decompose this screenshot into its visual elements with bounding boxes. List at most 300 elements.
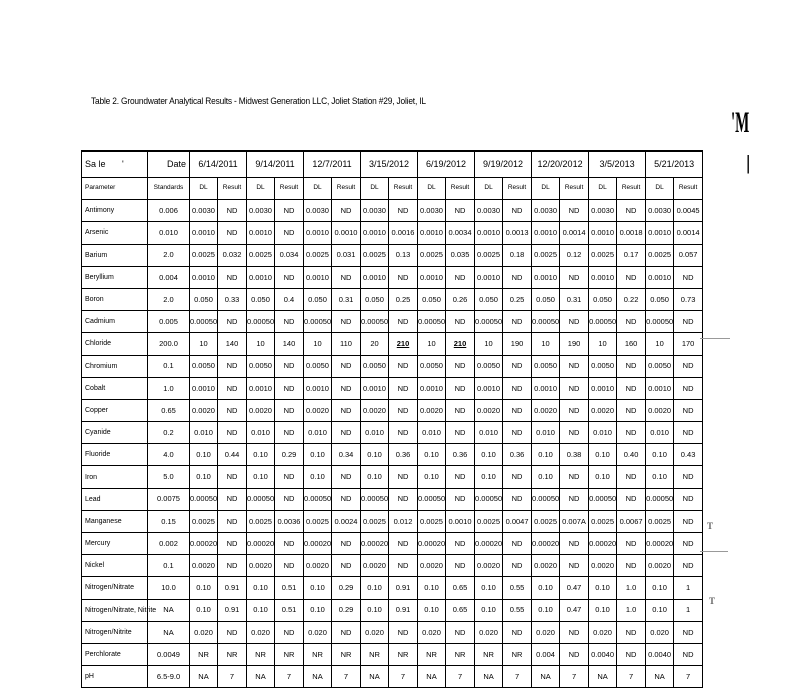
dl-cell: 0.10	[247, 466, 275, 488]
result-cell: ND	[560, 555, 589, 577]
dl-cell: 0.050	[361, 288, 389, 310]
date-header-6: 9/19/2012	[475, 151, 532, 178]
result-cell: ND	[218, 355, 247, 377]
dl-cell: 0.010	[646, 422, 674, 444]
dl-subheader: DL	[532, 178, 560, 200]
parameter-cell: Arsenic	[82, 222, 148, 244]
dl-cell: 0.10	[190, 577, 218, 599]
result-cell: 7	[503, 666, 532, 688]
dl-cell: 0.0010	[247, 222, 275, 244]
result-cell: 0.0010	[446, 510, 475, 532]
dl-cell: 0.00050	[361, 311, 389, 333]
result-cell: ND	[332, 488, 361, 510]
dl-cell: 0.00020	[304, 533, 332, 555]
result-cell: ND	[389, 355, 418, 377]
dl-cell: 0.0010	[646, 222, 674, 244]
result-cell: ND	[674, 355, 703, 377]
result-cell: ND	[617, 200, 646, 222]
standard-cell: 0.004	[148, 266, 190, 288]
result-cell: ND	[674, 533, 703, 555]
result-cell: 0.0014	[674, 222, 703, 244]
parameter-cell: Cadmium	[82, 311, 148, 333]
result-cell: ND	[617, 266, 646, 288]
dl-cell: 10	[532, 333, 560, 355]
result-cell: ND	[503, 533, 532, 555]
dl-cell: 0.00020	[475, 533, 503, 555]
dl-subheader: DL	[418, 178, 446, 200]
table-row	[82, 311, 703, 333]
result-cell: ND	[617, 533, 646, 555]
dl-cell: 0.0020	[589, 555, 617, 577]
parameter-cell: Fluoride	[82, 444, 148, 466]
result-cell: ND	[275, 377, 304, 399]
result-subheader: Result	[275, 178, 304, 200]
dl-cell: 0.0050	[646, 355, 674, 377]
dl-cell: 0.0030	[475, 200, 503, 222]
dl-cell: 0.10	[646, 444, 674, 466]
dl-cell: 0.010	[247, 422, 275, 444]
parameter-cell: Mercury	[82, 533, 148, 555]
parameter-cell: Nitrogen/Nitrite	[82, 621, 148, 643]
result-cell: ND	[560, 422, 589, 444]
result-cell: ND	[275, 422, 304, 444]
dl-cell: 0.10	[361, 466, 389, 488]
dl-cell: 0.0010	[475, 222, 503, 244]
parameter-cell: Antimony	[82, 200, 148, 222]
result-cell: 0.31	[560, 288, 589, 310]
result-cell: ND	[674, 555, 703, 577]
dl-cell: 0.0030	[646, 200, 674, 222]
dl-cell: 0.010	[304, 422, 332, 444]
dl-cell: 0.0020	[532, 555, 560, 577]
result-cell: 0.4	[275, 288, 304, 310]
margin-tick-line-2	[700, 551, 728, 552]
dl-cell: 0.00050	[646, 488, 674, 510]
result-cell: ND	[218, 422, 247, 444]
dl-cell: 10	[475, 333, 503, 355]
dl-cell: 0.0025	[418, 244, 446, 266]
result-cell: ND	[218, 533, 247, 555]
result-cell: 7	[218, 666, 247, 688]
dl-cell: 0.020	[532, 621, 560, 643]
dl-cell: 0.0010	[646, 377, 674, 399]
dl-cell: 0.0025	[247, 244, 275, 266]
result-cell: 210	[446, 333, 475, 355]
result-subheader: Result	[389, 178, 418, 200]
result-cell: NR	[446, 643, 475, 665]
dl-cell: 0.0025	[247, 510, 275, 532]
result-cell: 0.44	[218, 444, 247, 466]
result-cell: 0.31	[332, 288, 361, 310]
dl-cell: 0.10	[589, 466, 617, 488]
standard-cell: 0.15	[148, 510, 190, 532]
result-cell: ND	[446, 311, 475, 333]
result-cell: NR	[503, 643, 532, 665]
dl-cell: 0.00050	[247, 311, 275, 333]
standard-cell: 10.0	[148, 577, 190, 599]
result-cell: ND	[674, 399, 703, 421]
dl-cell: 10	[646, 333, 674, 355]
result-cell: ND	[617, 488, 646, 510]
result-cell: 0.034	[275, 244, 304, 266]
result-cell: ND	[446, 555, 475, 577]
result-cell: ND	[389, 311, 418, 333]
result-cell: ND	[446, 266, 475, 288]
parameter-cell: Nitrogen/Nitrate, Nitrite	[82, 599, 148, 621]
dl-cell: 0.0020	[304, 399, 332, 421]
dl-cell: 0.0010	[190, 377, 218, 399]
table-row	[82, 244, 703, 266]
dl-cell: 0.10	[589, 577, 617, 599]
parameter-header: Parameter	[82, 178, 148, 200]
result-cell: 7	[674, 666, 703, 688]
result-cell: 1.0	[617, 599, 646, 621]
result-cell: ND	[275, 466, 304, 488]
result-cell: ND	[218, 266, 247, 288]
result-cell: ND	[446, 466, 475, 488]
groundwater-results-table	[81, 150, 703, 688]
dl-cell: 10	[190, 333, 218, 355]
date-header-7: 12/20/2012	[532, 151, 589, 178]
result-cell: ND	[503, 621, 532, 643]
result-cell: ND	[332, 422, 361, 444]
dl-cell: 0.020	[247, 621, 275, 643]
result-cell: ND	[218, 200, 247, 222]
date-label-cell: Date	[148, 151, 190, 178]
dl-cell: 0.010	[532, 422, 560, 444]
dl-cell: 0.020	[304, 621, 332, 643]
result-cell: 190	[503, 333, 532, 355]
date-header-2: 9/14/2011	[247, 151, 304, 178]
result-cell: NR	[275, 643, 304, 665]
standard-cell: 200.0	[148, 333, 190, 355]
result-cell: 0.36	[389, 444, 418, 466]
dl-cell: 0.020	[190, 621, 218, 643]
dl-cell: 0.10	[646, 577, 674, 599]
result-subheader: Result	[332, 178, 361, 200]
standard-cell: 5.0	[148, 466, 190, 488]
dl-cell: 0.10	[361, 599, 389, 621]
result-cell: 110	[332, 333, 361, 355]
result-cell: ND	[617, 355, 646, 377]
dl-cell: 0.00050	[532, 311, 560, 333]
result-cell: ND	[446, 355, 475, 377]
standard-cell: 0.010	[148, 222, 190, 244]
result-cell: 0.13	[389, 244, 418, 266]
table-row	[82, 488, 703, 510]
result-cell: 0.22	[617, 288, 646, 310]
result-cell: ND	[503, 399, 532, 421]
standard-cell: 4.0	[148, 444, 190, 466]
result-cell: 7	[560, 666, 589, 688]
result-cell: 0.29	[332, 577, 361, 599]
parameter-cell: Chloride	[82, 333, 148, 355]
standard-cell: 0.002	[148, 533, 190, 555]
dl-cell: 0.0030	[532, 200, 560, 222]
table-row	[82, 510, 703, 532]
dl-cell: 10	[304, 333, 332, 355]
date-header-9: 5/21/2013	[646, 151, 703, 178]
result-cell: ND	[674, 621, 703, 643]
result-cell: ND	[275, 555, 304, 577]
dl-cell: 0.0025	[646, 510, 674, 532]
dl-cell: 0.10	[418, 444, 446, 466]
result-cell: 0.91	[218, 577, 247, 599]
dl-cell: 0.010	[361, 422, 389, 444]
dl-cell: 0.00050	[304, 311, 332, 333]
result-cell: 0.007A	[560, 510, 589, 532]
result-cell: 0.0014	[560, 222, 589, 244]
dl-cell: 0.10	[532, 599, 560, 621]
dl-cell: 0.00050	[532, 488, 560, 510]
result-subheader: Result	[218, 178, 247, 200]
result-cell: 0.0010	[332, 222, 361, 244]
parameter-cell: pH	[82, 666, 148, 688]
result-cell: ND	[674, 311, 703, 333]
table-row	[82, 355, 703, 377]
result-cell: ND	[446, 200, 475, 222]
result-cell: 0.47	[560, 599, 589, 621]
result-cell: 0.031	[332, 244, 361, 266]
dl-cell: 0.0020	[247, 555, 275, 577]
result-cell: ND	[389, 533, 418, 555]
dl-cell: 0.0020	[418, 399, 446, 421]
result-cell: ND	[275, 621, 304, 643]
date-header-5: 6/19/2012	[418, 151, 475, 178]
dl-cell: 0.050	[646, 288, 674, 310]
result-cell: ND	[617, 377, 646, 399]
dl-cell: 0.0010	[304, 266, 332, 288]
result-subheader: Result	[560, 178, 589, 200]
result-cell: 210	[389, 333, 418, 355]
result-cell: 0.55	[503, 599, 532, 621]
dl-cell: 0.0010	[532, 222, 560, 244]
result-cell: ND	[275, 200, 304, 222]
dl-cell: 0.0010	[361, 266, 389, 288]
dl-cell: 0.050	[247, 288, 275, 310]
parameter-cell: Cyanide	[82, 422, 148, 444]
result-cell: 0.34	[332, 444, 361, 466]
result-cell: ND	[503, 266, 532, 288]
dl-cell: 0.0030	[589, 200, 617, 222]
result-cell: 0.91	[389, 577, 418, 599]
dl-cell: 0.0025	[589, 244, 617, 266]
dl-cell: 0.00020	[247, 533, 275, 555]
result-cell: ND	[503, 200, 532, 222]
parameter-cell: Barium	[82, 244, 148, 266]
margin-tick-line	[700, 338, 730, 339]
dl-cell: 0.10	[247, 599, 275, 621]
dl-cell: 0.0010	[304, 222, 332, 244]
dl-cell: 0.10	[589, 599, 617, 621]
dl-cell: NA	[589, 666, 617, 688]
dl-cell: 0.0025	[190, 244, 218, 266]
result-cell: 7	[446, 666, 475, 688]
dl-cell: 0.0010	[418, 266, 446, 288]
dl-cell: 0.0050	[190, 355, 218, 377]
result-cell: ND	[617, 422, 646, 444]
result-cell: ND	[389, 621, 418, 643]
dl-cell: 0.0030	[361, 200, 389, 222]
dl-cell: 0.0020	[190, 555, 218, 577]
dl-cell: 0.10	[247, 444, 275, 466]
dl-cell: 0.00050	[646, 311, 674, 333]
result-cell: ND	[332, 399, 361, 421]
dl-cell: 0.0020	[190, 399, 218, 421]
dl-cell: 0.020	[475, 621, 503, 643]
dl-cell: NA	[304, 666, 332, 688]
dl-cell: 0.0030	[418, 200, 446, 222]
result-cell: 7	[617, 666, 646, 688]
dl-cell: 0.10	[532, 444, 560, 466]
standard-cell: 6.5-9.0	[148, 666, 190, 688]
dl-cell: 0.010	[418, 422, 446, 444]
result-cell: ND	[674, 422, 703, 444]
result-cell: ND	[389, 488, 418, 510]
dl-cell: NR	[247, 643, 275, 665]
dl-cell: 0.050	[532, 288, 560, 310]
dl-cell: 0.0020	[361, 555, 389, 577]
result-cell: ND	[218, 311, 247, 333]
dl-cell: 0.00050	[418, 488, 446, 510]
result-cell: 0.36	[446, 444, 475, 466]
dl-cell: 0.0025	[190, 510, 218, 532]
dl-cell: 0.0020	[589, 399, 617, 421]
result-cell: 0.40	[617, 444, 646, 466]
result-cell: ND	[674, 488, 703, 510]
result-cell: 0.18	[503, 244, 532, 266]
table-caption: Table 2. Groundwater Analytical Results - Midwest Generation LLC, Joliet Station #29, Joliet, IL	[91, 96, 426, 107]
result-cell: ND	[446, 399, 475, 421]
result-cell: 0.55	[503, 577, 532, 599]
result-cell: 7	[332, 666, 361, 688]
result-cell: 7	[275, 666, 304, 688]
dl-cell: NA	[190, 666, 218, 688]
dl-cell: 0.10	[475, 577, 503, 599]
dl-cell: 10	[247, 333, 275, 355]
standard-cell: 0.1	[148, 355, 190, 377]
dl-cell: 0.0025	[532, 244, 560, 266]
result-cell: ND	[218, 222, 247, 244]
dl-cell: 0.0010	[190, 222, 218, 244]
result-cell: 0.65	[446, 577, 475, 599]
table-row	[82, 621, 703, 643]
dl-cell: 0.10	[475, 599, 503, 621]
margin-tick-a: T	[707, 521, 714, 531]
standard-cell: 0.0075	[148, 488, 190, 510]
result-cell: ND	[389, 377, 418, 399]
dl-cell: 0.004	[532, 643, 560, 665]
result-cell: 0.47	[560, 577, 589, 599]
dl-cell: 0.0020	[361, 399, 389, 421]
standard-cell: 2.0	[148, 244, 190, 266]
dl-cell: 0.10	[418, 599, 446, 621]
result-cell: ND	[446, 488, 475, 510]
table-row	[82, 422, 703, 444]
result-cell: ND	[617, 643, 646, 665]
dl-cell: 0.0010	[475, 266, 503, 288]
result-cell: ND	[617, 621, 646, 643]
dl-cell: 0.10	[475, 444, 503, 466]
dl-cell: 0.0025	[304, 244, 332, 266]
dl-cell: 0.020	[361, 621, 389, 643]
dl-cell: 0.10	[190, 599, 218, 621]
dl-cell: NR	[304, 643, 332, 665]
result-cell: ND	[446, 422, 475, 444]
column-header-row	[82, 178, 703, 200]
result-cell: ND	[503, 311, 532, 333]
result-cell: ND	[332, 355, 361, 377]
dl-cell: 0.010	[475, 422, 503, 444]
result-subheader: Result	[617, 178, 646, 200]
table-row	[82, 266, 703, 288]
result-cell: 0.032	[218, 244, 247, 266]
result-cell: ND	[275, 355, 304, 377]
result-cell: ND	[389, 466, 418, 488]
result-cell: ND	[218, 555, 247, 577]
margin-fragment-top-right: 'M	[731, 106, 750, 139]
result-cell: 0.0047	[503, 510, 532, 532]
dl-cell: 0.0050	[418, 355, 446, 377]
standard-cell: NA	[148, 621, 190, 643]
dl-cell: 0.0020	[418, 555, 446, 577]
result-cell: ND	[332, 555, 361, 577]
dl-cell: NA	[361, 666, 389, 688]
dl-cell: 0.0010	[532, 266, 560, 288]
table-row	[82, 399, 703, 421]
dl-cell: 0.0050	[589, 355, 617, 377]
result-cell: 0.91	[389, 599, 418, 621]
standard-cell: 0.0049	[148, 643, 190, 665]
result-cell: ND	[560, 399, 589, 421]
result-cell: 1	[674, 599, 703, 621]
table-row	[82, 377, 703, 399]
result-cell: 140	[218, 333, 247, 355]
result-cell: 190	[560, 333, 589, 355]
dl-cell: 0.00050	[475, 488, 503, 510]
dl-subheader: DL	[646, 178, 674, 200]
dl-cell: 0.10	[361, 444, 389, 466]
result-cell: ND	[674, 510, 703, 532]
result-cell: 1	[674, 577, 703, 599]
dl-subheader: DL	[190, 178, 218, 200]
dl-cell: 0.10	[646, 466, 674, 488]
dl-cell: 0.10	[532, 577, 560, 599]
result-cell: 0.51	[275, 577, 304, 599]
result-cell: ND	[674, 266, 703, 288]
result-cell: ND	[218, 510, 247, 532]
dl-subheader: DL	[475, 178, 503, 200]
result-cell: ND	[218, 621, 247, 643]
result-cell: 0.17	[617, 244, 646, 266]
dl-cell: 0.0010	[247, 266, 275, 288]
standard-cell: 0.005	[148, 311, 190, 333]
dl-cell: 0.0025	[589, 510, 617, 532]
dl-cell: 0.010	[190, 422, 218, 444]
dl-cell: 0.0010	[475, 377, 503, 399]
result-cell: 0.91	[218, 599, 247, 621]
result-cell: ND	[560, 355, 589, 377]
dl-cell: 0.00050	[589, 488, 617, 510]
result-cell: ND	[332, 377, 361, 399]
sample-mark: '	[122, 159, 124, 169]
dl-cell: 10	[418, 333, 446, 355]
dl-cell: 0.0050	[361, 355, 389, 377]
dl-cell: 0.0050	[475, 355, 503, 377]
dl-cell: 0.10	[646, 599, 674, 621]
date-header-row	[82, 151, 703, 178]
parameter-cell: Beryllium	[82, 266, 148, 288]
